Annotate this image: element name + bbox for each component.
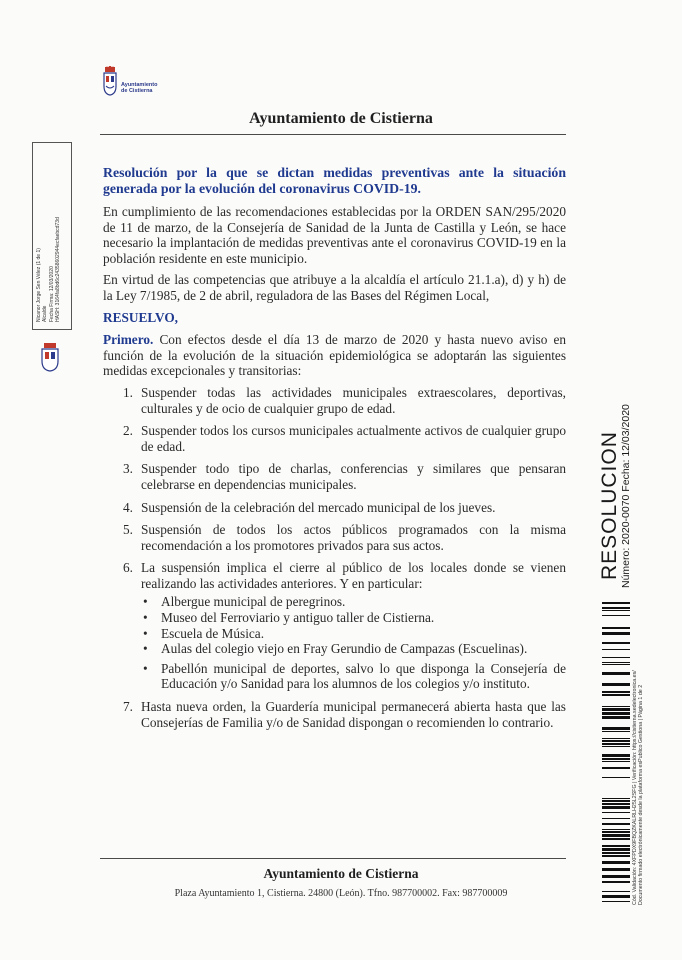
locale-text: Escuela de Música. [161, 625, 265, 641]
resuelvo-heading: RESUELVO, [103, 309, 178, 325]
measure-text: La suspensión implica el cierre al público de los locales donde se vienen realizando las actividades anteriores. Y en particular: [141, 560, 566, 591]
primero-text: Con efectos desde el día 13 de marzo de 2020 y hasta nuevo aviso en función de la evolución de la situación epidemiológica se adoptarán las siguientes medidas excepcionales y transitorias: [103, 332, 566, 379]
signature-text: Nicanor Jorge Sen Vélez (1 de 1) Alcalde Fecha Firma: 12/03/2020 HASH: 3164fa8bd6c24358602944ecfaebcd73d [36, 217, 62, 322]
measure-item [103, 522, 566, 553]
measure-number: 4. [123, 499, 133, 515]
bullet-icon: • [143, 641, 148, 657]
bullet-icon: • [143, 610, 148, 626]
intro-paragraph: En cumplimiento de las recomendaciones establecidas por la ORDEN SAN/295/2020 de 11 de marzo, de la Consejería de Sanidad de la Junta de Castilla y León, se hace necesario la implantación de medidas preventivas ante el coronavirus COVID-19 en la población residente en este municipio. [103, 204, 566, 266]
measure-text: Suspensión de todos los actos públicos programados con la misma recomendación a los promotores privados para sus actos. [141, 522, 566, 553]
locale-item [141, 594, 566, 610]
verification-text: Cód. Validación: 4XFPDX9FBQZKALRLH25L2SFG | Verificación: https://cistierna.sedelectronica.es/ Documento firmado electrónicamente desde la plataforma esPublico Gestiona | Página 1 de 2 [632, 670, 645, 905]
header-title: Ayuntamiento de Cistierna [249, 110, 433, 127]
primero-label: Primero. [103, 332, 154, 348]
measure-item [103, 500, 566, 516]
stamp-type: RESOLUCION [598, 431, 621, 580]
bullet-icon: • [143, 625, 148, 641]
measure-text: Hasta nueva orden, la Guardería municipal permanecerá abierta hasta que las Consejerías de Familia y/o de Sanidad dispongan o recomienden lo contrario. [141, 699, 566, 730]
measure-text: Suspender todo tipo de charlas, conferencias y similares que pensaran celebrarse en dependencias municipales. [141, 461, 566, 492]
locale-item [141, 626, 566, 642]
locale-text: Pabellón municipal de deportes, salvo lo que disponga la Consejería de Educación y/o Sanidad para los alumnos de los colegios y/o instituto. [161, 660, 566, 692]
primero-paragraph [103, 332, 566, 379]
measures-list [103, 385, 566, 730]
measure-text: Suspender todos los cursos municipales actualmente activos de cualquier grupo de edad. [141, 423, 566, 454]
crest-icon [102, 66, 118, 96]
footer-title: Ayuntamiento de Cistierna [263, 866, 419, 881]
locale-text: Aulas del colegio viejo en Fray Gerundio de Campazas (Escuelinas). [161, 641, 528, 657]
shield-icon [39, 342, 61, 372]
locales-list [141, 594, 566, 692]
resolution-title: Resolución por la que se dictan medidas preventivas ante la situación generada por la evolución del coronavirus COVID-19. [103, 165, 566, 196]
measure-item [103, 461, 566, 492]
locale-item [141, 661, 566, 692]
locale-item [141, 641, 566, 657]
stamp-number-date: Número: 2020-0070 Fecha: 12/03/2020 [620, 404, 632, 588]
barcode-icon [602, 602, 630, 902]
municipal-logo [102, 66, 192, 102]
measure-item [103, 699, 566, 730]
measure-number: 2. [123, 423, 133, 439]
locale-item [141, 610, 566, 626]
bullet-icon: • [143, 594, 148, 610]
measure-number: 1. [123, 384, 133, 400]
measure-item [103, 385, 566, 416]
measure-number: 7. [123, 699, 133, 715]
resolution-body [103, 165, 566, 737]
measure-number: 3. [123, 461, 133, 477]
locale-text: Museo del Ferroviario y antiguo taller de Cistierna. [161, 610, 435, 626]
footer-rule [100, 858, 566, 859]
competencias-paragraph: En virtud de las competencias que atribuye a la alcaldía el artículo 21.1.a), d) y h) de la Ley 7/1985, de 2 de abril, reguladora de las Bases del Régimen Local, [103, 272, 566, 303]
measure-item [103, 560, 566, 692]
measure-item [103, 423, 566, 454]
footer-address: Plaza Ayuntamiento 1, Cistierna. 24800 (León). Tfno. 987700002. Fax: 987700009 [174, 888, 508, 899]
header-rule [100, 134, 566, 135]
locale-text: Albergue municipal de peregrinos. [161, 594, 346, 610]
bullet-icon: • [143, 660, 148, 676]
logo-text: Ayuntamiento de Cistierna [121, 82, 158, 94]
measure-number: 6. [123, 560, 133, 576]
measure-number: 5. [123, 522, 133, 538]
measure-text: Suspensión de la celebración del mercado municipal de los jueves. [141, 499, 496, 515]
measure-text: Suspender todas las actividades municipales extraescolares, deportivas, culturales y de ocio de cualquier grupo de edad. [141, 384, 566, 416]
